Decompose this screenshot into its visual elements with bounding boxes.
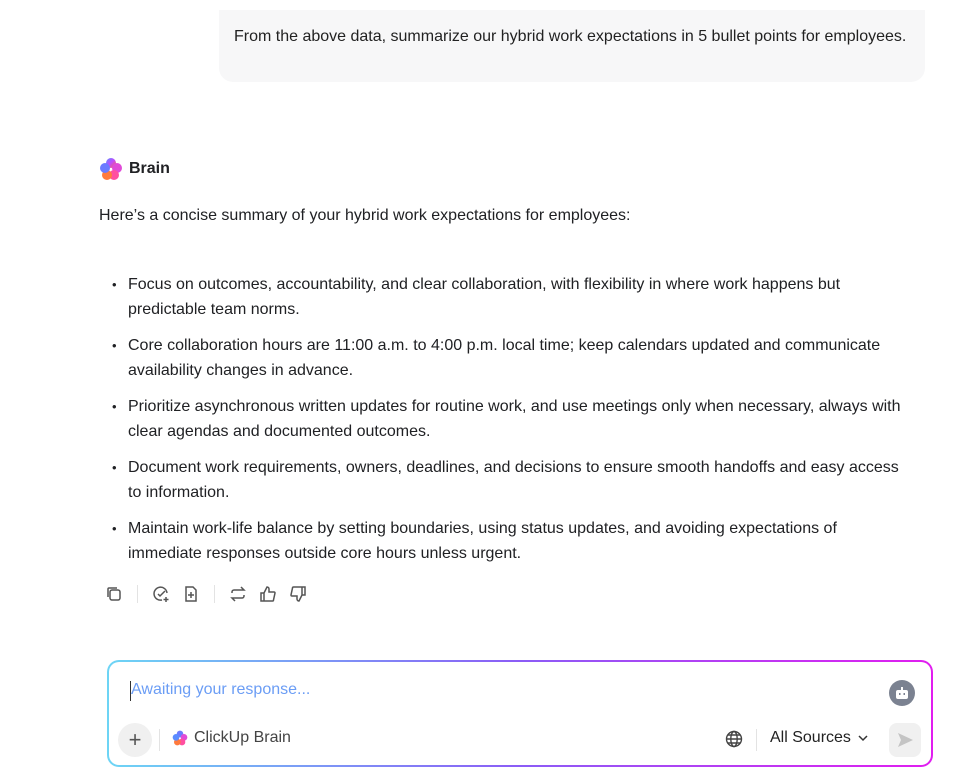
send-icon [896, 731, 914, 749]
create-doc-button[interactable] [180, 583, 202, 605]
globe-icon [725, 730, 743, 748]
list-item: • Document work requirements, owners, deadlines, and decisions to ensure smooth handoffs and easy access to information. [112, 455, 912, 505]
assistant-intro: Here’s a concise summary of your hybrid work expectations for employees: [99, 207, 631, 224]
agent-button[interactable] [889, 680, 915, 706]
message-actions [103, 583, 317, 605]
divider [214, 585, 215, 603]
summary-list [112, 272, 912, 577]
assistant-name: Brain [129, 160, 170, 177]
sources-dropdown[interactable] [770, 729, 869, 747]
plus-icon: + [128, 727, 142, 752]
bot-icon [895, 686, 909, 700]
list-item: • Prioritize asynchronous written updates for routine work, and use meetings only when necessary, always with clear agendas and documented outcomes. [112, 394, 912, 444]
send-button[interactable] [889, 723, 921, 757]
user-message-text: From the above data, summarize our hybrid work expectations in 5 bullet points for employees. [234, 28, 907, 45]
add-attachment-button[interactable] [118, 723, 152, 757]
doc-add-icon [182, 585, 200, 603]
create-task-button[interactable] [150, 583, 172, 605]
chevron-down-icon [857, 732, 869, 744]
list-item: • Core collaboration hours are 11:00 a.m. to 4:00 p.m. local time; keep calendars updated and communicate availability changes in advance. [112, 333, 912, 383]
list-item: • Maintain work-life balance by setting boundaries, using status updates, and avoiding expectations of immediate responses outside core hours unless urgent. [112, 516, 912, 566]
copy-icon [105, 585, 123, 603]
repeat-icon [229, 585, 247, 603]
copy-button[interactable] [103, 583, 125, 605]
model-label: ClickUp Brain [194, 729, 291, 746]
divider [159, 729, 160, 751]
user-message [219, 10, 925, 82]
check-add-icon [152, 585, 170, 603]
list-item: • Focus on outcomes, accountability, and clear collaboration, with flexibility in where work happens but predictable team norms. [112, 272, 912, 322]
divider [756, 729, 757, 751]
regenerate-button[interactable] [227, 583, 249, 605]
thumbs-down-button[interactable] [287, 583, 309, 605]
thumbs-down-icon [289, 585, 307, 603]
web-search-button[interactable] [725, 730, 743, 753]
thumbs-up-icon [259, 585, 277, 603]
model-selector[interactable] [172, 729, 291, 747]
brain-logo-icon [172, 730, 188, 746]
chat-composer [107, 660, 933, 767]
message-input[interactable]: Awaiting your response... [131, 681, 311, 698]
brain-logo-icon [99, 157, 123, 181]
divider [137, 585, 138, 603]
sources-label: All Sources [770, 729, 851, 746]
assistant-header [99, 157, 170, 181]
thumbs-up-button[interactable] [257, 583, 279, 605]
